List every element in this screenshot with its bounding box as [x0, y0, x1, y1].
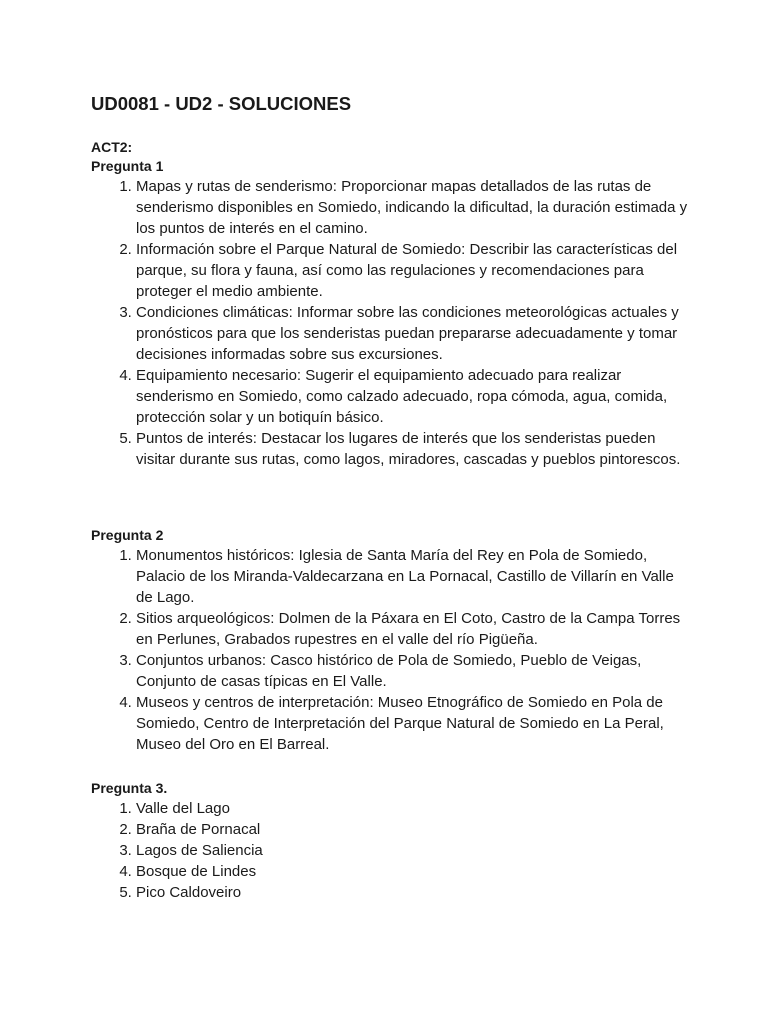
- document-title: UD0081 - UD2 - SOLUCIONES: [91, 93, 352, 114]
- question-heading: Pregunta 3.: [91, 780, 168, 796]
- list-item: 3. Conjuntos urbanos: Casco histórico de Pola de Somiedo, Pueblo de Veigas, Conjunto de casas típicas en El Valle.: [136, 650, 691, 692]
- question-section-3: [91, 779, 691, 903]
- list-item: 3. Condiciones climáticas: Informar sobre las condiciones meteorológicas actuales y pronósticos para que los senderistas puedan prepararse adecuadamente y tomar decisiones informadas sobre sus excursiones.: [136, 302, 691, 365]
- list-item: 5. Pico Caldoveiro: [136, 882, 691, 903]
- list-item: 4. Museos y centros de interpretación: Museo Etnográfico de Somiedo en Pola de Somiedo, Centro de Interpretación del Parque Natural de Somiedo en La Peral, Museo del Oro en El Barreal.: [136, 692, 691, 755]
- answer-list: [91, 545, 691, 755]
- list-item: 2. Información sobre el Parque Natural de Somiedo: Describir las características del parque, su flora y fauna, así como las regulaciones y recomendaciones para proteger el medio ambiente.: [136, 239, 691, 302]
- list-item: 5. Puntos de interés: Destacar los lugares de interés que los senderistas pueden visitar durante sus rutas, como lagos, miradores, cascadas y pueblos pintorescos.: [136, 428, 691, 470]
- activity-label: ACT2:: [91, 139, 133, 155]
- document-page: [91, 92, 691, 903]
- list-item: 2. Braña de Pornacal: [136, 819, 691, 840]
- question-heading: Pregunta 2: [91, 527, 164, 543]
- list-item: 2. Sitios arqueológicos: Dolmen de la Páxara en El Coto, Castro de la Campa Torres en Perlunes, Grabados rupestres en el valle del río Pigüeña.: [136, 608, 691, 650]
- list-item: 1. Mapas y rutas de senderismo: Proporcionar mapas detallados de las rutas de senderismo disponibles en Somiedo, indicando la dificultad, la duración estimada y los puntos de interés en el camino.: [136, 176, 691, 239]
- answer-list: [91, 798, 691, 903]
- list-item: 4. Bosque de Lindes: [136, 861, 691, 882]
- list-item: 4. Equipamiento necesario: Sugerir el equipamiento adecuado para realizar senderismo en Somiedo, como calzado adecuado, ropa cómoda, agua, comida, protección solar y un botiquín básico.: [136, 365, 691, 428]
- answer-list: [91, 176, 691, 470]
- list-item: 3. Lagos de Saliencia: [136, 840, 691, 861]
- list-item: 1. Valle del Lago: [136, 798, 691, 819]
- question-section-2: [91, 526, 691, 755]
- question-heading: Pregunta 1: [91, 158, 164, 174]
- question-section-1: [91, 157, 691, 470]
- list-item: 1. Monumentos históricos: Iglesia de Santa María del Rey en Pola de Somiedo, Palacio de los Miranda-Valdecarzana en La Pornacal, Castillo de Villarín en Valle de Lago.: [136, 545, 691, 608]
